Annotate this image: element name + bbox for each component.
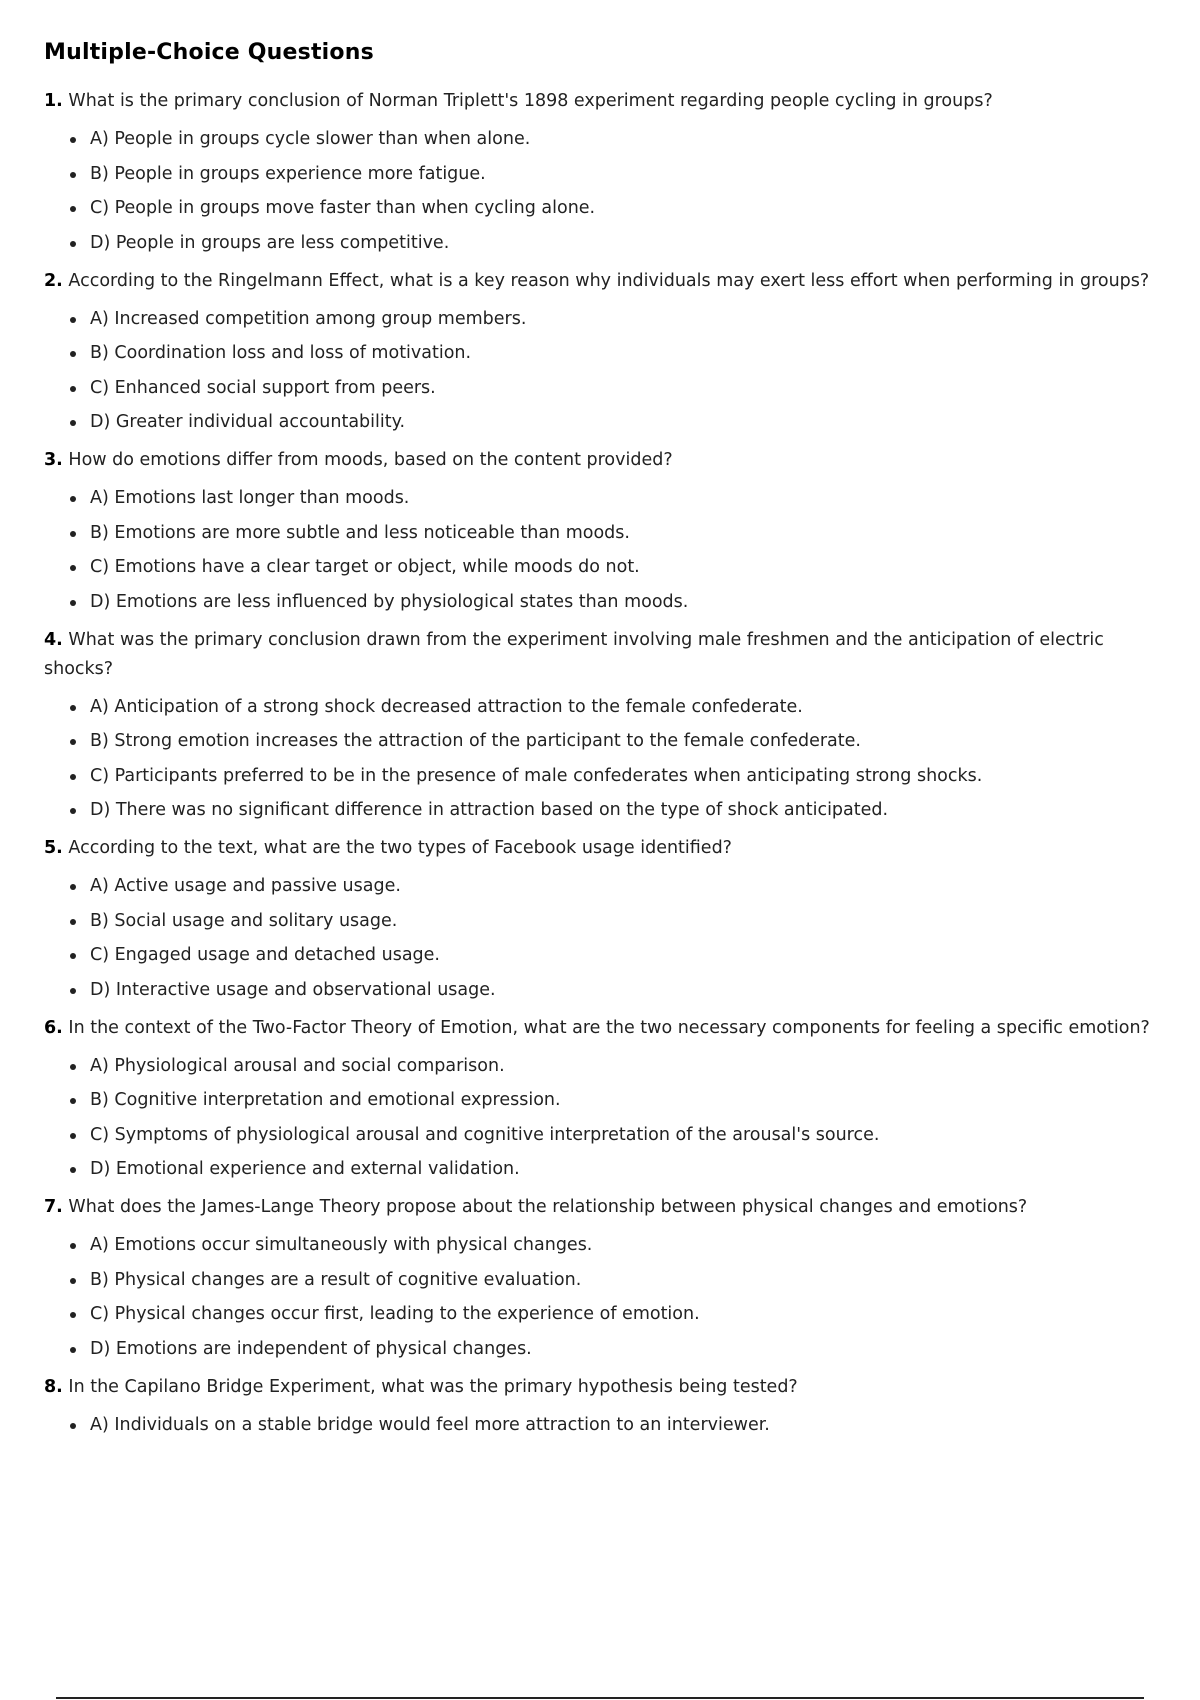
option-text: C) Physical changes occur first, leading to the experience of emotion. bbox=[90, 1304, 700, 1324]
option-text: A) People in groups cycle slower than when alone. bbox=[90, 129, 531, 149]
question-number: 7. bbox=[44, 1197, 63, 1217]
option-list bbox=[44, 696, 1164, 823]
option-list bbox=[44, 1055, 1164, 1182]
option-text: B) Social usage and solitary usage. bbox=[90, 910, 398, 931]
question-text bbox=[44, 87, 1164, 116]
option-text: A) Active usage and passive usage. bbox=[90, 876, 401, 896]
option-text: A) Anticipation of a strong shock decreased attraction to the female confederate. bbox=[90, 696, 803, 717]
option-item bbox=[70, 522, 1164, 545]
option-text: C) Emotions have a clear target or object, while moods do not. bbox=[90, 557, 640, 577]
bullet-icon bbox=[70, 241, 76, 247]
bullet-icon bbox=[70, 739, 76, 745]
question-text bbox=[44, 626, 1164, 684]
bullet-icon bbox=[70, 206, 76, 212]
option-item bbox=[70, 1338, 1164, 1361]
bullet-icon bbox=[70, 386, 76, 392]
bullet-icon bbox=[70, 351, 76, 357]
option-text: A) Increased competition among group members. bbox=[90, 308, 527, 329]
question-list bbox=[44, 87, 1164, 1437]
question-item bbox=[44, 1373, 1164, 1437]
question-item bbox=[44, 267, 1164, 435]
bullet-icon bbox=[70, 953, 76, 959]
option-item bbox=[70, 487, 1164, 510]
question-prompt: How do emotions differ from moods, based on the content provided? bbox=[68, 450, 673, 470]
question-prompt: In the context of the Two-Factor Theory of Emotion, what are the two necessary components for feeling a specific emotion? bbox=[68, 1017, 1150, 1038]
option-text: C) Participants preferred to be in the presence of male confederates when anticipating strong shocks. bbox=[90, 765, 983, 786]
bullet-icon bbox=[70, 172, 76, 178]
option-item bbox=[70, 696, 1164, 719]
page-title: Multiple-Choice Questions bbox=[44, 40, 374, 65]
option-item bbox=[70, 1303, 1164, 1326]
option-text: D) Greater individual accountability. bbox=[90, 412, 406, 432]
option-text: D) There was no significant difference in attraction based on the type of shock anticipated. bbox=[90, 800, 889, 820]
bullet-icon bbox=[70, 496, 76, 502]
option-text: D) Emotions are less influenced by physiological states than moods. bbox=[90, 591, 689, 612]
option-item bbox=[70, 1234, 1164, 1257]
option-text: D) Emotions are independent of physical changes. bbox=[90, 1338, 532, 1359]
bullet-icon bbox=[70, 317, 76, 323]
option-text: B) Coordination loss and loss of motivation. bbox=[90, 343, 472, 363]
option-item bbox=[70, 591, 1164, 614]
option-item bbox=[70, 1414, 1164, 1437]
option-text: A) Emotions last longer than moods. bbox=[90, 488, 410, 508]
option-item bbox=[70, 1124, 1164, 1147]
question-number: 4. bbox=[44, 629, 63, 650]
question-prompt: What does the James-Lange Theory propose about the relationship between physical changes and emotions? bbox=[68, 1197, 1028, 1217]
option-item bbox=[70, 197, 1164, 220]
bullet-icon bbox=[70, 137, 76, 143]
option-list bbox=[44, 128, 1164, 255]
option-text: D) Emotional experience and external validation. bbox=[90, 1159, 520, 1179]
question-item bbox=[44, 834, 1164, 1002]
question-text bbox=[44, 446, 1164, 475]
option-list bbox=[44, 875, 1164, 1002]
question-item bbox=[44, 1014, 1164, 1182]
bullet-icon bbox=[70, 808, 76, 814]
option-item bbox=[70, 308, 1164, 331]
question-prompt: According to the text, what are the two types of Facebook usage identified? bbox=[68, 838, 732, 858]
option-item bbox=[70, 765, 1164, 788]
question-number: 3. bbox=[44, 450, 63, 470]
question-prompt: According to the Ringelmann Effect, what is a key reason why individuals may exert less effort when performing in groups? bbox=[68, 270, 1150, 291]
option-text: B) Emotions are more subtle and less noticeable than moods. bbox=[90, 522, 630, 543]
bullet-icon bbox=[70, 1423, 76, 1429]
option-item bbox=[70, 128, 1164, 151]
option-item bbox=[70, 411, 1164, 434]
option-text: B) Cognitive interpretation and emotional expression. bbox=[90, 1090, 561, 1110]
question-item bbox=[44, 87, 1164, 255]
option-text: D) Interactive usage and observational usage. bbox=[90, 979, 496, 1000]
question-text bbox=[44, 834, 1164, 863]
question-item bbox=[44, 446, 1164, 614]
option-item bbox=[70, 342, 1164, 365]
option-item bbox=[70, 730, 1164, 753]
bullet-icon bbox=[70, 1312, 76, 1318]
bullet-icon bbox=[70, 531, 76, 537]
option-list bbox=[44, 1414, 1164, 1437]
option-item bbox=[70, 944, 1164, 967]
document-page bbox=[44, 40, 1164, 1449]
question-prompt: What is the primary conclusion of Norman Triplett's 1898 experiment regarding people cycling in groups? bbox=[68, 91, 993, 111]
option-item bbox=[70, 1089, 1164, 1112]
option-text: C) Enhanced social support from peers. bbox=[90, 377, 436, 398]
option-list bbox=[44, 308, 1164, 435]
bullet-icon bbox=[70, 420, 76, 426]
bullet-icon bbox=[70, 565, 76, 571]
bullet-icon bbox=[70, 1243, 76, 1249]
question-text bbox=[44, 1014, 1164, 1043]
option-item bbox=[70, 875, 1164, 898]
bullet-icon bbox=[70, 919, 76, 925]
bottom-divider bbox=[56, 1697, 1144, 1699]
option-list bbox=[44, 487, 1164, 614]
option-text: C) People in groups move faster than when cycling alone. bbox=[90, 198, 596, 218]
option-item bbox=[70, 232, 1164, 255]
question-text bbox=[44, 267, 1164, 296]
option-text: D) People in groups are less competitive. bbox=[90, 232, 450, 253]
question-number: 5. bbox=[44, 838, 63, 858]
question-number: 8. bbox=[44, 1376, 63, 1397]
option-text: B) Strong emotion increases the attraction of the participant to the female confederate. bbox=[90, 731, 861, 751]
bullet-icon bbox=[70, 600, 76, 606]
option-item bbox=[70, 1158, 1164, 1181]
question-number: 1. bbox=[44, 91, 63, 111]
bullet-icon bbox=[70, 988, 76, 994]
bullet-icon bbox=[70, 1098, 76, 1104]
option-text: B) People in groups experience more fatigue. bbox=[90, 163, 486, 184]
question-prompt: What was the primary conclusion drawn from the experiment involving male freshmen and the anticipation of electric shocks? bbox=[44, 629, 1104, 679]
question-number: 2. bbox=[44, 270, 63, 291]
bullet-icon bbox=[70, 884, 76, 890]
bullet-icon bbox=[70, 1278, 76, 1284]
option-text: A) Emotions occur simultaneously with physical changes. bbox=[90, 1235, 593, 1255]
bullet-icon bbox=[70, 1064, 76, 1070]
option-item bbox=[70, 1055, 1164, 1078]
option-text: A) Individuals on a stable bridge would feel more attraction to an interviewer. bbox=[90, 1414, 770, 1435]
option-item bbox=[70, 979, 1164, 1002]
option-item bbox=[70, 799, 1164, 822]
option-item bbox=[70, 377, 1164, 400]
option-item bbox=[70, 556, 1164, 579]
bullet-icon bbox=[70, 1167, 76, 1173]
option-item bbox=[70, 910, 1164, 933]
option-text: A) Physiological arousal and social comparison. bbox=[90, 1055, 505, 1076]
bullet-icon bbox=[70, 774, 76, 780]
option-text: C) Engaged usage and detached usage. bbox=[90, 945, 440, 965]
question-prompt: In the Capilano Bridge Experiment, what was the primary hypothesis being tested? bbox=[68, 1376, 798, 1397]
option-list bbox=[44, 1234, 1164, 1361]
option-item bbox=[70, 163, 1164, 186]
question-item bbox=[44, 1193, 1164, 1361]
question-text bbox=[44, 1373, 1164, 1402]
option-text: C) Symptoms of physiological arousal and cognitive interpretation of the arousal's source. bbox=[90, 1124, 880, 1145]
question-text bbox=[44, 1193, 1164, 1222]
bullet-icon bbox=[70, 1347, 76, 1353]
option-item bbox=[70, 1269, 1164, 1292]
bullet-icon bbox=[70, 705, 76, 711]
question-number: 6. bbox=[44, 1017, 63, 1038]
question-item bbox=[44, 626, 1164, 823]
bullet-icon bbox=[70, 1133, 76, 1139]
option-text: B) Physical changes are a result of cognitive evaluation. bbox=[90, 1269, 582, 1290]
